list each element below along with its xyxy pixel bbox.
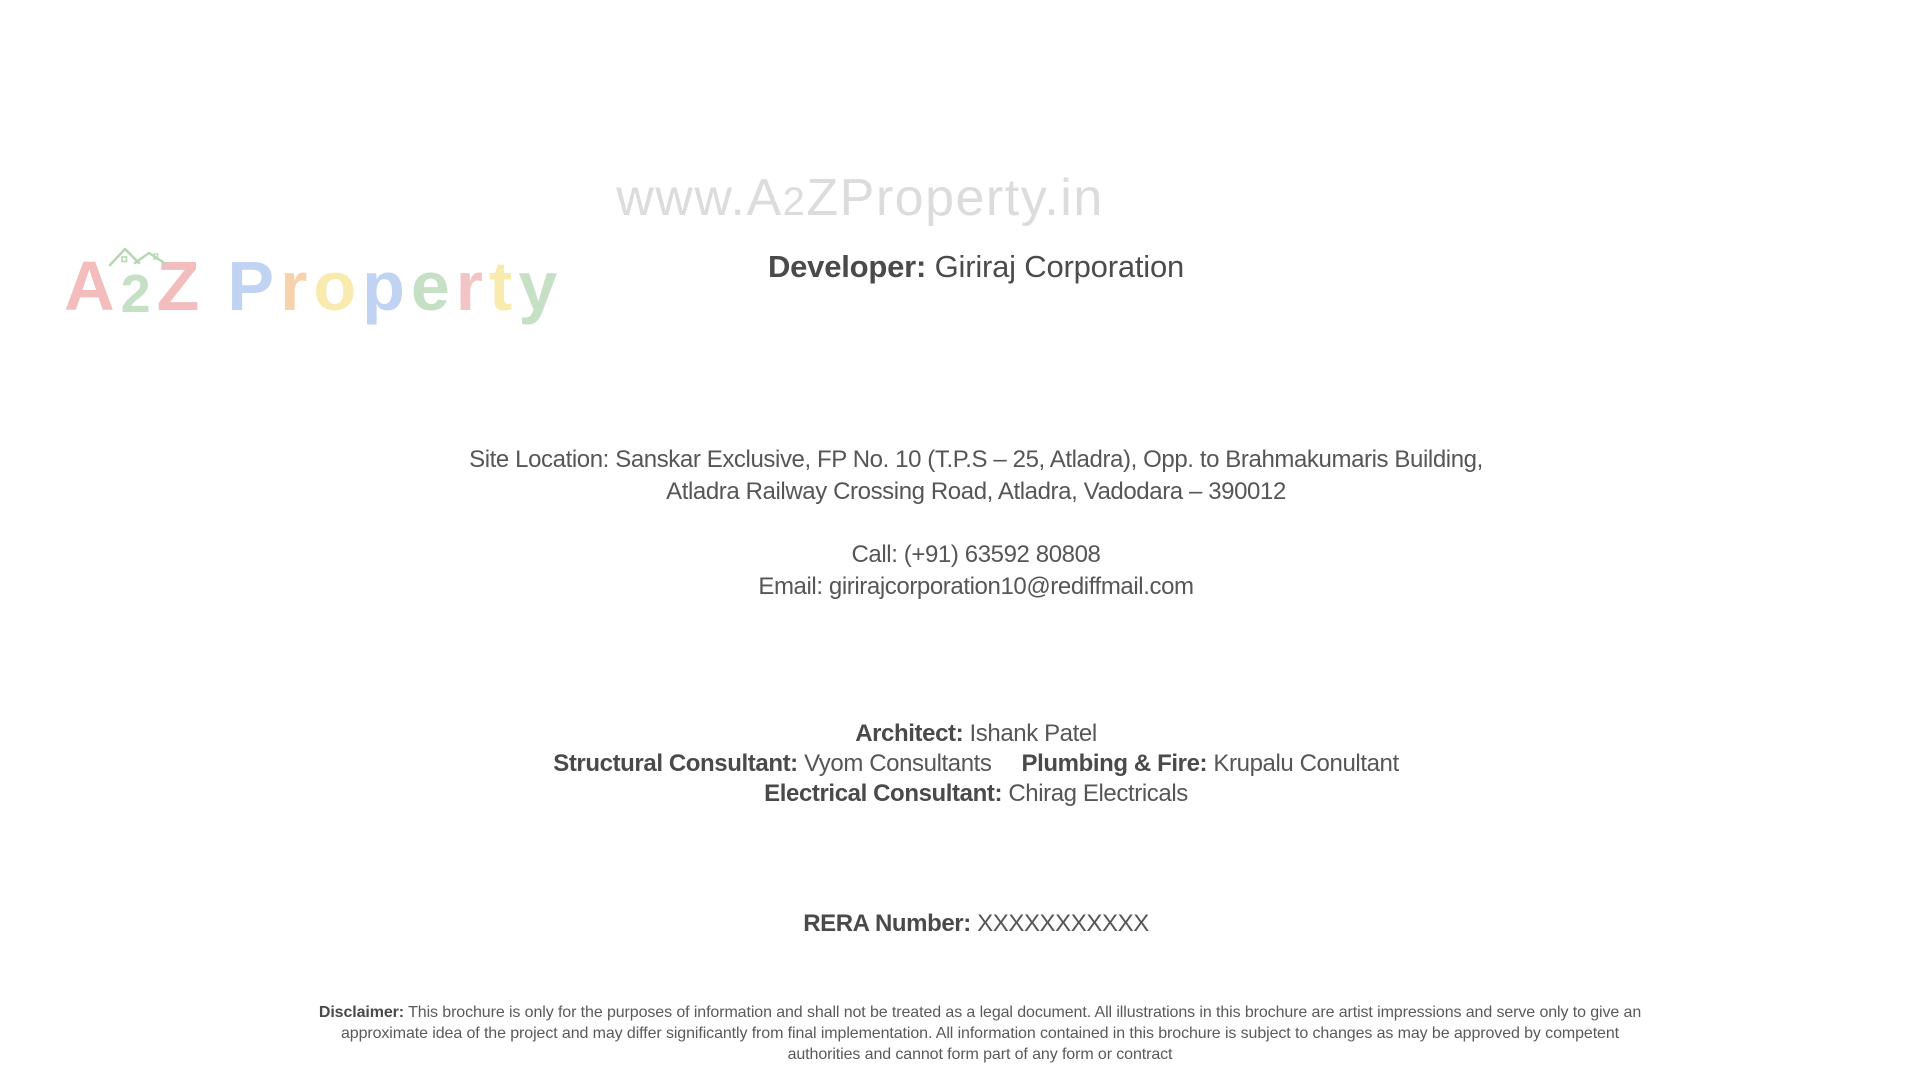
logo-letter: 2 (120, 264, 157, 324)
site-location (32, 444, 1920, 508)
logo-letter: o (313, 247, 363, 325)
logo-letter: e (410, 247, 456, 325)
logo-letter: A (64, 247, 121, 325)
watermark-text: ZProperty.in (806, 169, 1104, 227)
developer-line (32, 248, 1920, 286)
logo-letter: y (518, 247, 564, 325)
logo-letter: Z (156, 247, 206, 325)
watermark-sub-2: 2 (782, 180, 807, 224)
electrical-value: Chirag Electricals (1008, 780, 1188, 807)
plumbing-value: Krupalu Conultant (1213, 750, 1399, 777)
watermark-text: www.A (616, 169, 783, 227)
architect-label: Architect: (855, 720, 964, 747)
site-location-line1: Site Location: Sanskar Exclusive, FP No. 10 (T.P.S – 25, Atladra), Opp. to Brahmakumaris Building, (469, 446, 1483, 473)
architect-value: Ishank Patel (969, 720, 1097, 747)
developer-label: Developer: (767, 249, 927, 284)
site-location-line2: Atladra Railway Crossing Road, Atladra, Vadodara – 390012 (666, 478, 1286, 505)
logo-letter: P (227, 247, 281, 325)
contact-block (32, 539, 1920, 603)
logo-letter: p (362, 247, 411, 325)
developer-value: Giriraj Corporation (934, 249, 1185, 284)
structural-label: Structural Consultant: (553, 750, 798, 777)
electrical-line (32, 779, 1920, 809)
site-watermark (0, 170, 1720, 230)
plumbing-label: Plumbing & Fire: (1021, 750, 1208, 777)
disclaimer-block (40, 1002, 1920, 1065)
email-line: Email: girirajcorporation10@rediffmail.com (758, 573, 1194, 600)
rera-line (32, 908, 1920, 940)
disclaimer-body: This brochure is only for the purposes of information and shall not be treated as a legal document. All illustrations in this brochure are artist impressions and serve only to give an approximate idea of the project and may differ significantly from final implementation. All information contained in this brochure is subject to changes as may be approved by competent authorities and cannot form part of any form or contract (340, 1004, 1642, 1063)
rera-label: RERA Number: (803, 910, 971, 937)
logo-letter: r (280, 247, 314, 325)
architect-line (32, 719, 1920, 749)
consultants-block (32, 719, 1920, 809)
structural-value: Vyom Consultants (804, 750, 992, 777)
disclaimer-text (308, 1002, 1653, 1065)
logo-letter: r (455, 247, 490, 325)
disclaimer-label: Disclaimer: (318, 1004, 405, 1021)
plumbing-segment (1022, 750, 1399, 777)
logo-letter: t (489, 247, 519, 325)
structural-segment (553, 750, 991, 777)
phone-line: Call: (+91) 63592 80808 (851, 541, 1101, 568)
structural-plumbing-line (32, 749, 1920, 779)
electrical-label: Electrical Consultant: (764, 780, 1003, 807)
rera-value: XXXXXXXXXXX (977, 910, 1149, 937)
